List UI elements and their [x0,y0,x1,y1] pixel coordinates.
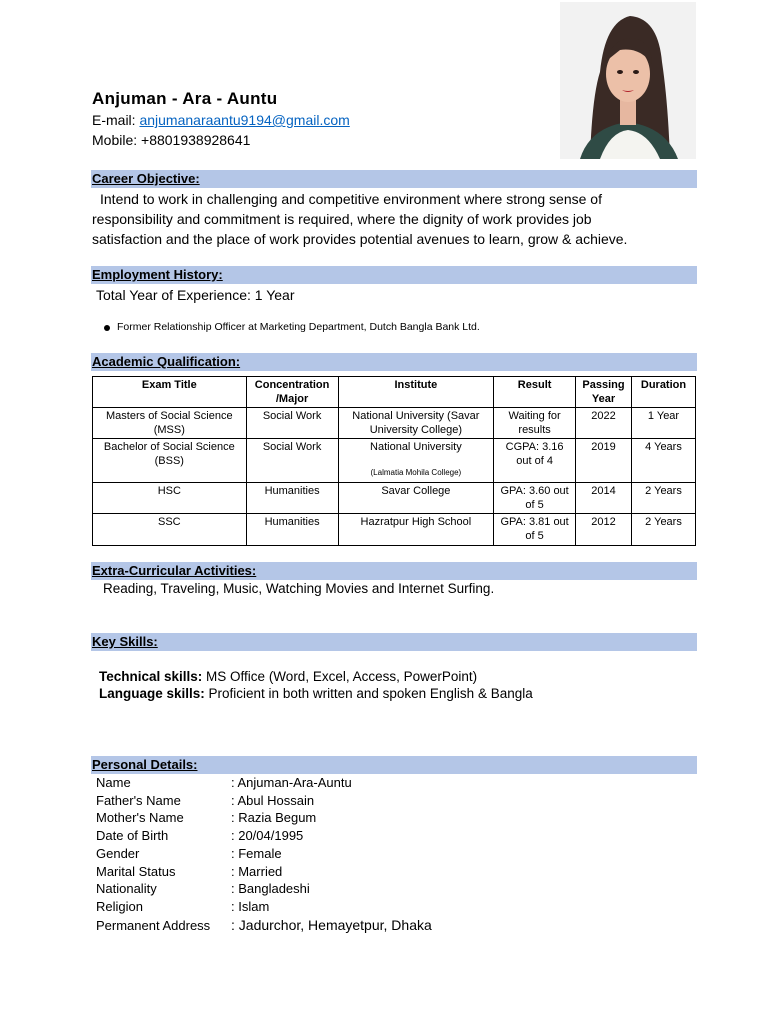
key-skills-title: Key Skills: [92,634,158,649]
pd-label: Name [96,775,131,790]
table-cell: Bachelor of Social Science (BSS) [93,439,247,483]
career-line-3: satisfaction and the place of work provides potential avenues to learn, grow & achieve. [92,231,628,247]
table-cell: Hazratpur High School [338,514,494,546]
personal-details-title: Personal Details: [92,757,198,772]
table-cell: GPA: 3.60 out of 5 [494,483,576,514]
table-cell: Masters of Social Science (MSS) [93,408,247,439]
table-cell: 2019 [576,439,632,483]
academic-bar [91,353,697,371]
table-cell: Humanities [246,483,338,514]
col-institute: Institute [338,377,494,408]
table-cell: 2012 [576,514,632,546]
pd-value: : Anjuman-Ara-Auntu [231,775,352,790]
employment-history-bar [91,266,697,284]
pd-label: Nationality [96,881,157,896]
table-cell: GPA: 3.81 out of 5 [494,514,576,546]
employment-item: Former Relationship Officer at Marketing Department, Dutch Bangla Bank Ltd. [117,321,480,333]
language-skills-value: Proficient in both written and spoken English & Bangla [204,686,533,701]
technical-skills-value: MS Office (Word, Excel, Access, PowerPoint) [202,669,478,684]
pd-value: : Married [231,864,283,879]
table-cell: Waiting for results [494,408,576,439]
language-skills-label: Language skills: [99,686,205,701]
table-cell: 2022 [576,408,632,439]
col-result: Result [494,377,576,408]
table-row [93,439,696,483]
pd-value: : Abul Hossain [231,793,315,808]
bullet-icon [104,325,110,331]
language-skills [99,686,533,701]
career-objective-text [92,189,702,249]
career-objective-bar [91,170,697,188]
institute-note: (Lalmatia Mohila College) [370,468,462,477]
technical-skills-label: Technical skills: [99,669,203,684]
profile-photo [560,2,696,159]
pd-label: Gender [96,846,140,861]
pd-value: : 20/04/1995 [231,828,304,843]
email-link[interactable]: anjumanaraantu9194@gmail.com [139,112,350,128]
table-cell: HSC [93,483,247,514]
employment-history-title: Employment History: [92,267,223,282]
table-cell: Humanities [246,514,338,546]
table-cell: Savar College [338,483,494,514]
pd-label: Permanent Address [96,918,211,933]
academic-table [92,376,696,546]
pd-label: Religion [96,899,143,914]
table-header-row [93,377,696,408]
pd-label: Mother's Name [96,810,184,825]
table-cell: National University (Savar University College) [338,408,494,439]
col-concentration: Concentration /Major [246,377,338,408]
table-cell: 2 Years [632,483,696,514]
pd-label: Marital Status [96,864,176,879]
table-cell: Social Work [246,408,338,439]
career-line-2: responsibility and commitment is required, where the dignity of work provides job [92,211,592,227]
pd-value: : Islam [231,899,270,914]
table-cell: SSC [93,514,247,546]
academic-title: Academic Qualification: [92,354,241,369]
email-label: E-mail: [92,112,140,128]
applicant-name: Anjuman - Ara - Auntu [92,89,278,108]
table-row [93,408,696,439]
personal-details-bar [91,756,697,774]
mobile-line: Mobile: +8801938928641 [92,132,251,148]
table-row [93,514,696,546]
pd-label: Father's Name [96,793,181,808]
table-cell [338,439,494,483]
table-cell: 1 Year [632,408,696,439]
pd-label: Date of Birth [96,828,169,843]
table-cell: 4 Years [632,439,696,483]
experience-total: Total Year of Experience: 1 Year [96,287,295,303]
pd-value: : Jadurchor, Hemayetpur, Dhaka [231,917,432,933]
institute-name: National University [370,441,462,453]
career-line-1: Intend to work in challenging and competitive environment where strong sense of [100,191,602,207]
col-exam-title: Exam Title [93,377,247,408]
extra-curricular-text: Reading, Traveling, Music, Watching Movies and Internet Surfing. [103,581,495,596]
table-cell: 2014 [576,483,632,514]
email-line [92,112,350,128]
table-row [93,483,696,514]
pd-value: : Razia Begum [231,810,317,825]
pd-value: : Female [231,846,282,861]
pd-value: : Bangladeshi [231,881,310,896]
key-skills-bar [91,633,697,651]
table-cell: CGPA: 3.16 out of 4 [494,439,576,483]
col-duration: Duration [632,377,696,408]
extra-curricular-title: Extra-Curricular Activities: [92,563,257,578]
col-passing-year: Passing Year [576,377,632,408]
table-cell: 2 Years [632,514,696,546]
technical-skills [99,669,477,684]
extra-curricular-bar [91,562,697,580]
table-cell: Social Work [246,439,338,483]
career-objective-title: Career Objective: [92,171,200,186]
